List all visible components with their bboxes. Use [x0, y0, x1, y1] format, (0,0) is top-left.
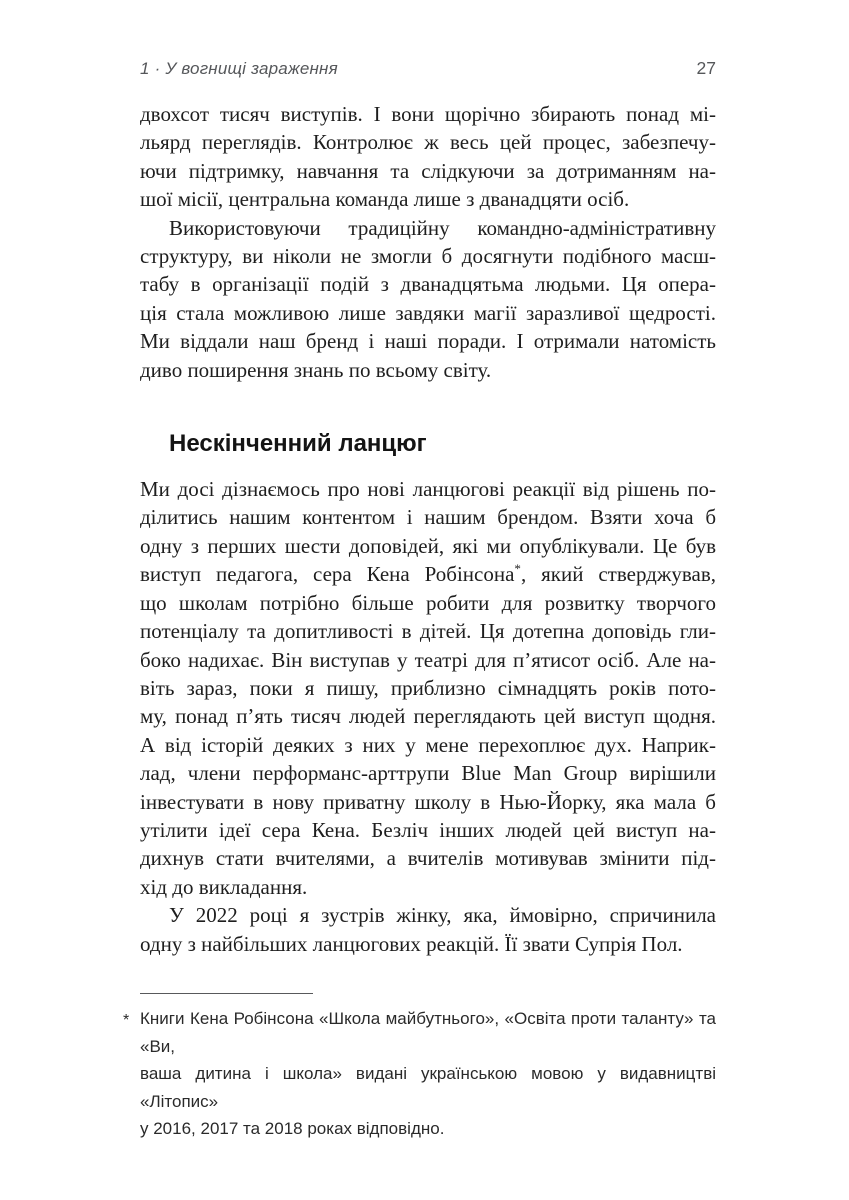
text-line: що школам потрібно більше робити для розвитку творчого	[140, 590, 716, 615]
text-line: табу в організації подій з дванадцятьма людьми. Ця опера-	[140, 272, 716, 297]
text-line: боко надихає. Він виступав у театрі для п’ятисот осіб. Але на-	[140, 647, 716, 672]
paragraph	[140, 214, 716, 384]
text-line: ючи підтримку, навчання та слідкуючи за дотриманням на-	[140, 158, 716, 183]
text-line: шої місії, центральна команда лише з дванадцяти осіб.	[140, 187, 630, 212]
section-heading: Нескінченний ланцюг	[169, 430, 427, 458]
text-line: структуру, ви ніколи не змогли б досягнути подібного масш-	[140, 244, 716, 269]
paragraph	[140, 100, 716, 214]
text-line: одну з найбільших ланцюгових реакцій. Її звати Супрія Пол.	[140, 931, 683, 956]
chapter-label: 1 · У вогнищі зараження	[140, 59, 338, 78]
text-line: У 2022 році я зустрів жінку, яка, ймовірно, спричинила	[169, 903, 716, 928]
text-line: потенціалу та допитливості в дітей. Ця дотепна доповідь гли-	[140, 619, 716, 644]
footnote-text	[140, 1005, 716, 1143]
text-line: хід до викладання.	[140, 874, 308, 899]
text-line: ділитись нашим контентом і нашим брендом. Взяти хоча б	[140, 505, 716, 530]
text-line: ваша дитина і школа» видані українською мовою у видавництві «Літопис»	[140, 1064, 716, 1111]
text-line: ція стала можливою лише завдяки магії заразливої щедрості.	[140, 300, 716, 325]
footnote-divider	[140, 993, 313, 994]
text-line: лад, члени перформанс-арттрупи Blue Man Group вирішили	[140, 761, 716, 786]
text-line: дихнув стати вчителями, а вчителів мотивував змінити під-	[140, 846, 716, 871]
text-line: А від історій деяких з них у мене перехоплює дух. Наприк-	[140, 732, 716, 757]
text-line: виступ педагога, сера Кена Робінсона*, який стверджував,	[140, 561, 716, 587]
text-line: Книги Кена Робінсона «Школа майбутнього», «Освіта проти таланту» та «Ви,	[140, 1009, 716, 1056]
text-line: му, понад п’ять тисяч людей переглядають цей виступ щодня.	[140, 704, 716, 729]
text-line: одну з перших шести доповідей, які ми опублікували. Це був	[140, 533, 716, 558]
paragraph	[140, 901, 716, 958]
text-line: двохсот тисяч виступів. І вони щорічно збирають понад мі-	[140, 102, 716, 126]
text-line: Ми віддали наш бренд і наші поради. І отримали натомість	[140, 329, 716, 354]
footnote	[123, 993, 716, 1143]
footnote-row	[123, 1005, 716, 1143]
running-header	[140, 58, 716, 79]
body-text	[140, 100, 716, 958]
text-line: у 2016, 2017 та 2018 роках відповідно.	[140, 1119, 445, 1138]
text-line: диво поширення знань по всьому світу.	[140, 357, 492, 382]
text-line: льярд переглядів. Контролює ж весь цей процес, забезпечу-	[140, 130, 716, 155]
text-line: Ми досі дізнаємось про нові ланцюгові реакції від рішень по-	[140, 477, 716, 502]
text-line: Використовуючи традиційну командно-адміністративну	[169, 215, 716, 240]
page-number: 27	[696, 58, 716, 78]
paragraph	[140, 475, 716, 901]
text-line: інвестувати в нову приватну школу в Нью-Йорку, яка мала б	[140, 789, 716, 814]
footnote-marker: *	[123, 1012, 130, 1029]
text-line: утілити ідеї сера Кена. Безліч інших людей цей виступ на-	[140, 817, 716, 842]
text-line: віть зараз, поки я пишу, приблизно сімнадцять років пото-	[140, 675, 716, 700]
footnote-marker-ref: *	[514, 561, 521, 577]
